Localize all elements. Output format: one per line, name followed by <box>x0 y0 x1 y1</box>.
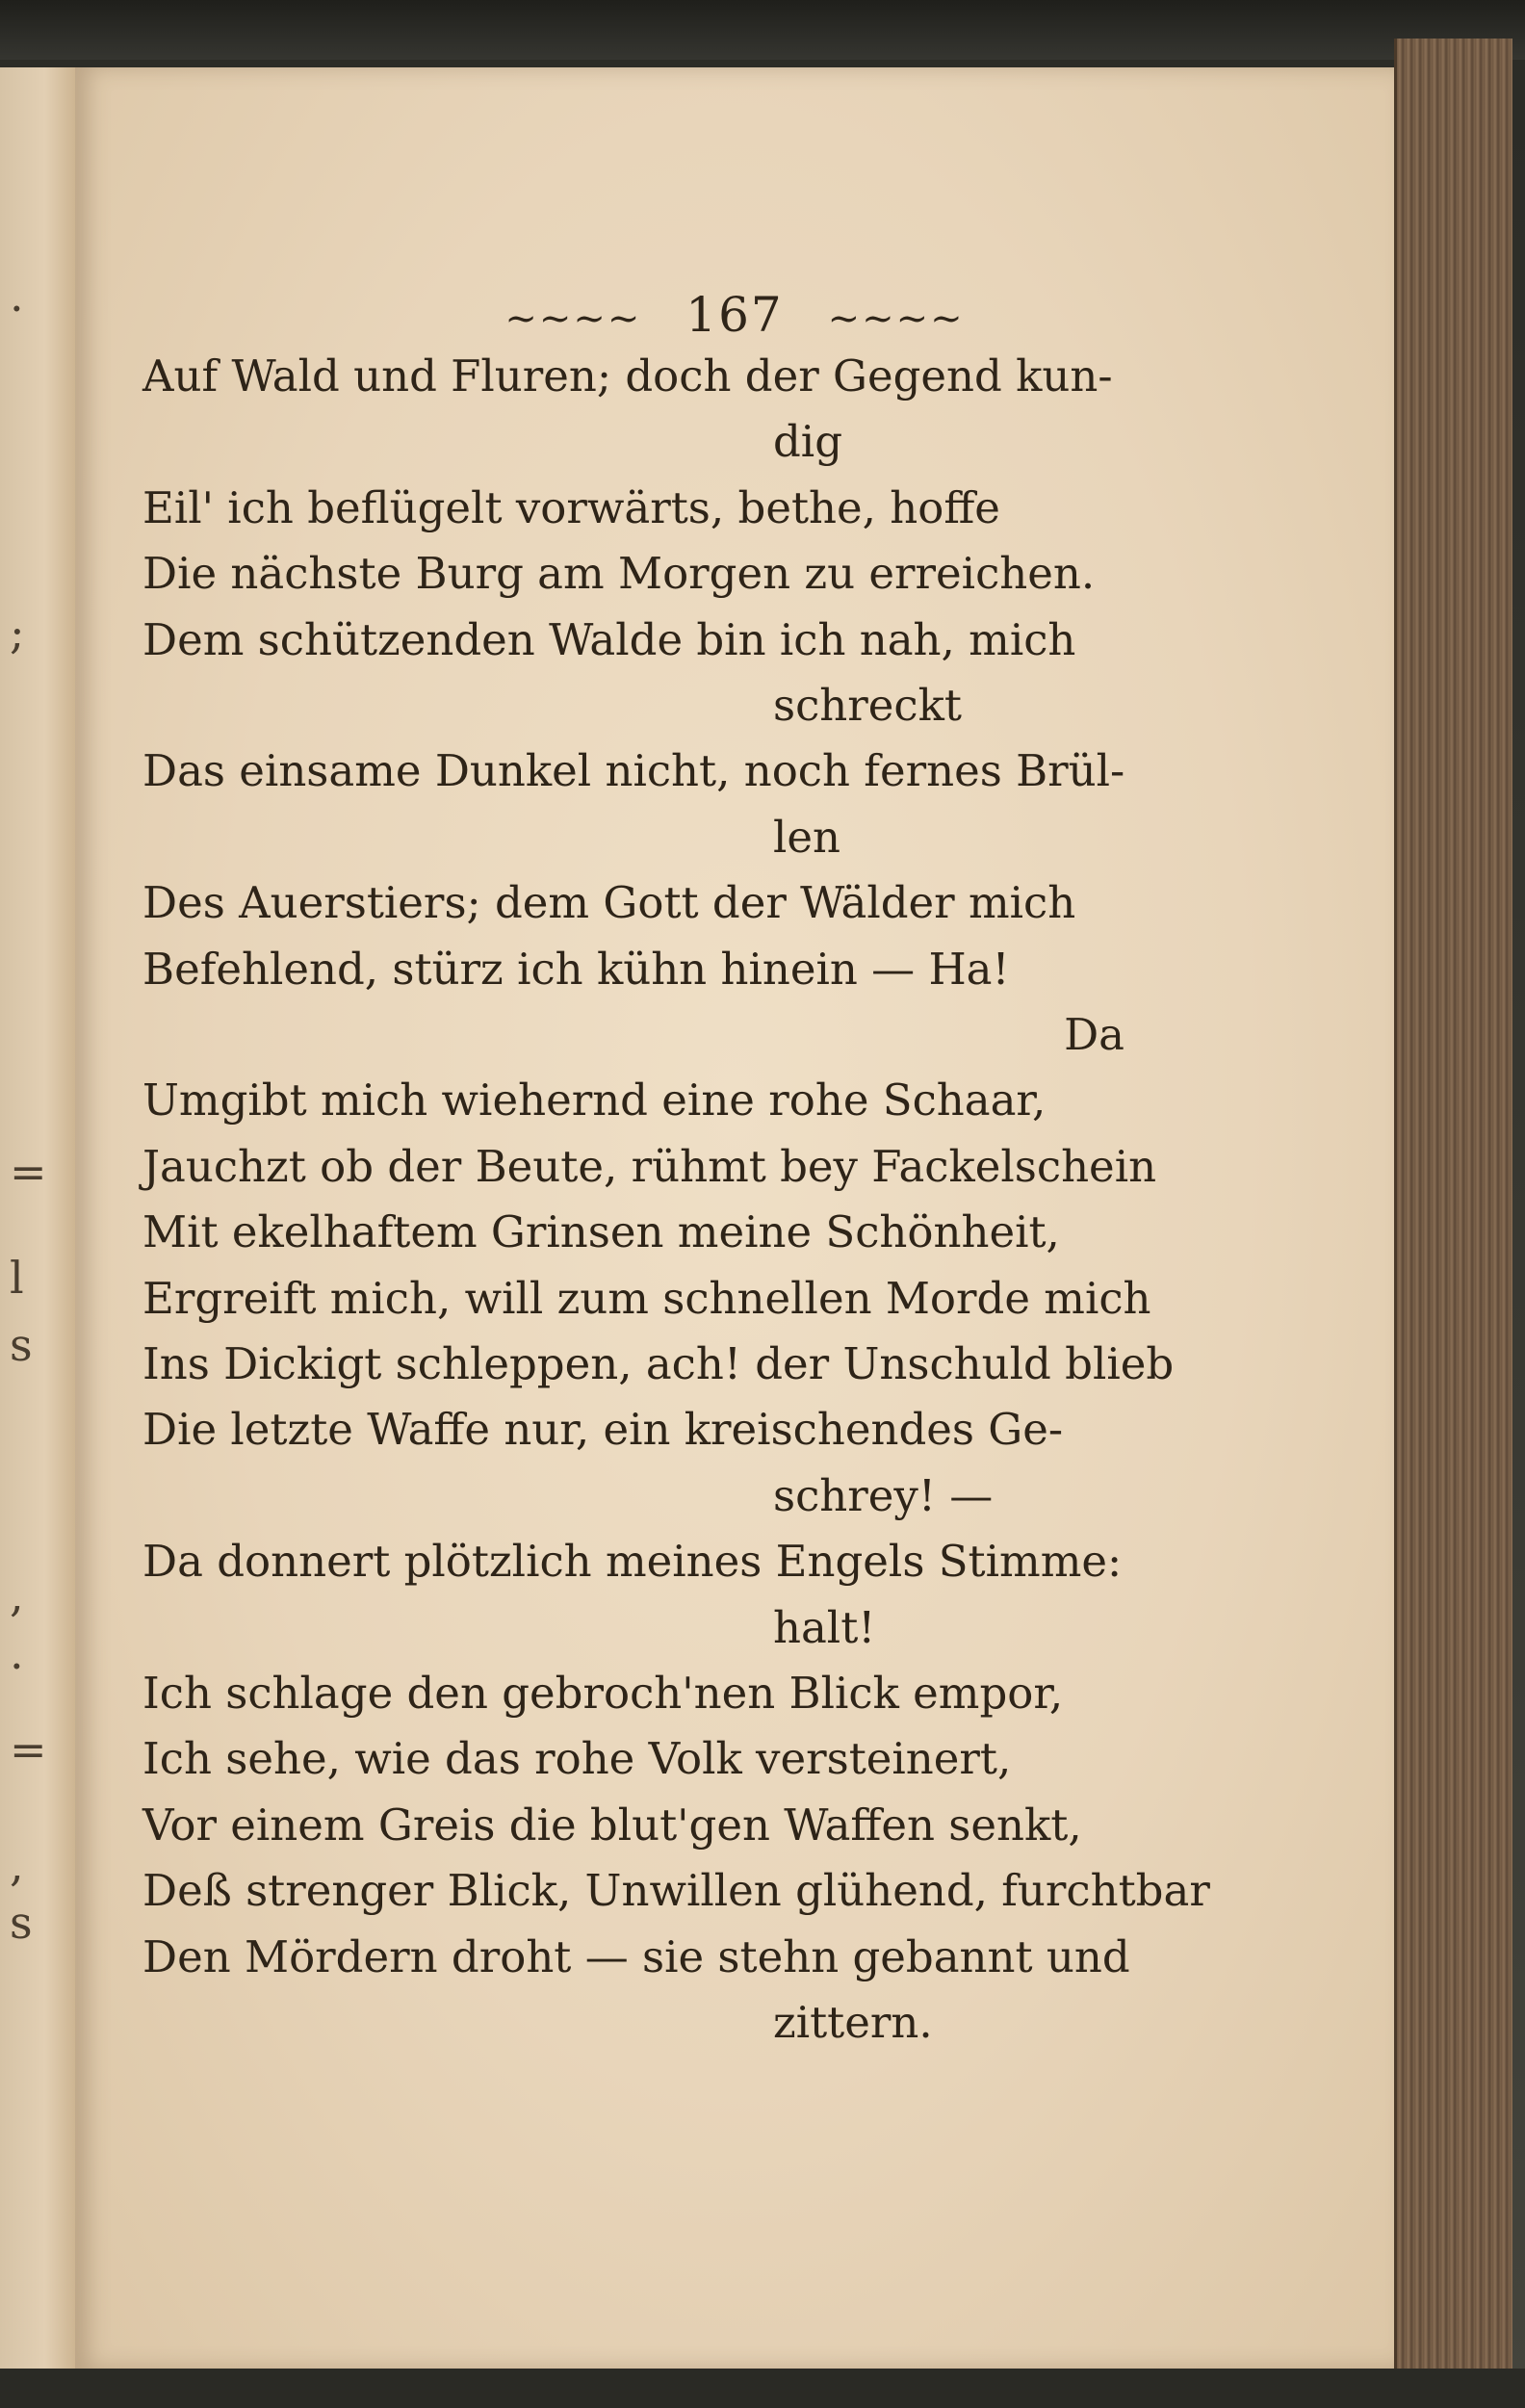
verse-line: Des Auerstiers; dem Gott der Wälder mich <box>142 877 1076 928</box>
verse-line: Den Mördern droht — sie stehn gebannt und <box>142 1931 1130 1982</box>
page-header <box>75 287 1394 343</box>
book-page <box>75 67 1394 2369</box>
verse-line-continuation: len <box>773 812 841 863</box>
facing-page-mark: . <box>10 270 24 322</box>
verse-line: Mit ekelhaftem Grinsen meine Schönheit, <box>142 1206 1060 1257</box>
verse-line: Jauchzt ob der Beute, rühmt bey Fackelschein <box>142 1141 1157 1192</box>
verse-line: Da <box>1064 1009 1124 1060</box>
verse-line: Deß strenger Blick, Unwillen glühend, furchtbar <box>142 1865 1210 1916</box>
header-ornament-right: ~~~~ <box>827 297 965 341</box>
verse-line-continuation: schreckt <box>773 680 962 731</box>
page-number: 167 <box>685 287 784 343</box>
verse-line-continuation: schrey! — <box>773 1470 994 1521</box>
verse-line: Die letzte Waffe nur, ein kreischendes Ge- <box>142 1404 1064 1455</box>
verse-line-continuation: dig <box>773 416 843 467</box>
verse-line: Eil' ich beflügelt vorwärts, bethe, hoffe <box>142 482 1000 533</box>
verse-line: Ich sehe, wie das rohe Volk versteinert, <box>142 1733 1012 1784</box>
facing-page-mark: = <box>10 1146 47 1198</box>
verse-line: Die nächste Burg am Morgen zu erreichen. <box>142 548 1096 599</box>
verse-line: Ich schlage den gebroch'nen Blick empor, <box>142 1668 1064 1719</box>
facing-page-mark: s <box>10 1319 33 1371</box>
verse-line-continuation: halt! <box>773 1602 876 1653</box>
verse-line: Befehlend, stürz ich kühn hinein — Ha! <box>142 944 1010 995</box>
header-ornament-left: ~~~~ <box>504 297 642 341</box>
verse-line: Da donnert plötzlich meines Engels Stimme: <box>142 1536 1123 1587</box>
verse-line: Auf Wald und Fluren; doch der Gegend kun- <box>142 350 1113 401</box>
facing-page-mark: . <box>10 1627 24 1679</box>
verse-line-continuation: zittern. <box>773 1997 933 2048</box>
facing-page-mark: s <box>10 1897 33 1949</box>
verse-line: Ins Dickigt schleppen, ach! der Unschuld blieb <box>142 1338 1175 1389</box>
facing-page-mark: , <box>10 1569 24 1621</box>
verse-line: Vor einem Greis die blut'gen Waffen senkt, <box>142 1800 1082 1851</box>
verse-line: Ergreift mich, will zum schnellen Morde mich <box>142 1273 1151 1324</box>
facing-page-mark: l <box>10 1252 24 1304</box>
verse-line: Das einsame Dunkel nicht, noch fernes Brül- <box>142 745 1125 796</box>
facing-page-mark: = <box>10 1723 47 1775</box>
book-cover-top <box>0 0 1525 60</box>
verse-line: Umgibt mich wiehernd eine rohe Schaar, <box>142 1075 1047 1126</box>
verse-line: Dem schützenden Walde bin ich nah, mich <box>142 614 1076 665</box>
facing-page-edge <box>0 67 77 2369</box>
facing-page-mark: , <box>10 1839 24 1891</box>
facing-page-mark: ; <box>10 607 25 659</box>
book-cover-bottom <box>0 2369 1525 2408</box>
